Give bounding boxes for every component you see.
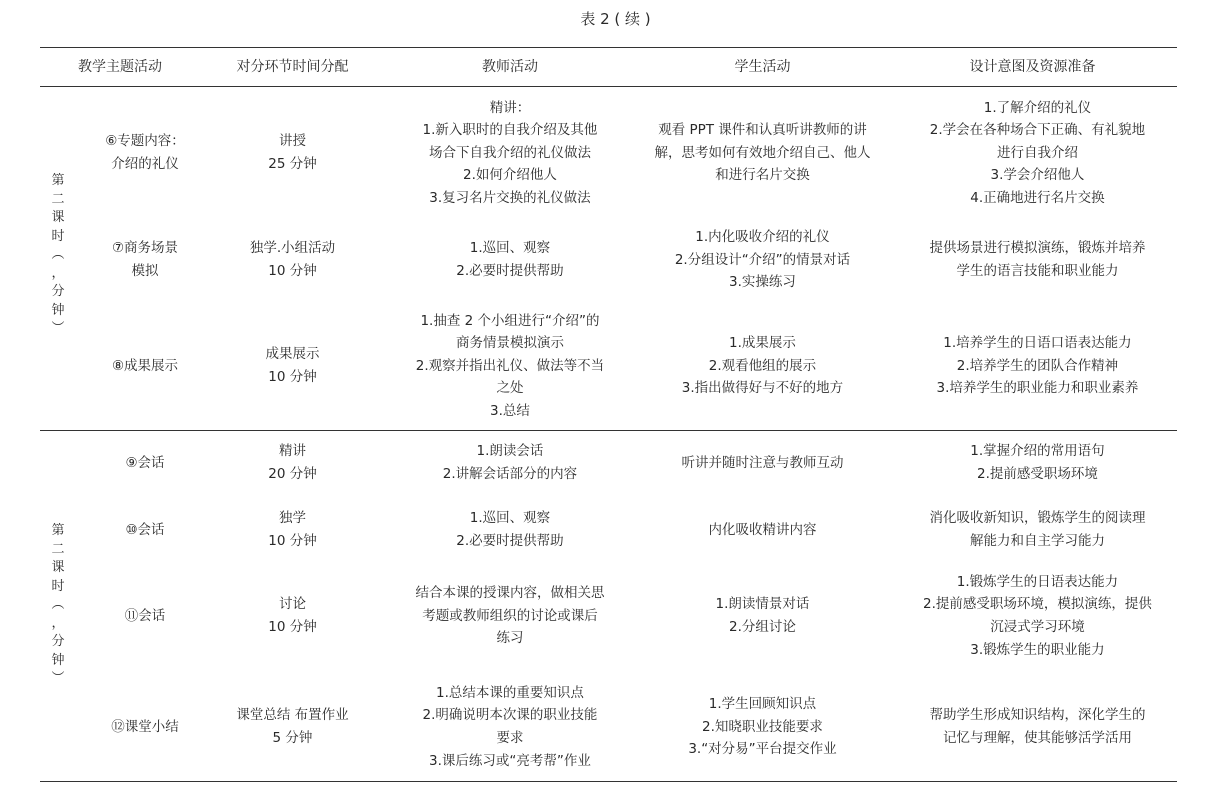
row-teacher: 1.抽查 2 个小组进行“介绍”的 商务情景模拟演示 2.观察并指出礼仪、做法等不当 之处 3.总结 [415, 312, 605, 419]
group-label-session-2a [48, 172, 68, 339]
label-char: 二 [51, 191, 65, 207]
label-char: ， [51, 265, 65, 281]
header-design: 设计意图及资源准备 [969, 58, 1096, 75]
label-char: 第 [51, 523, 65, 538]
row-topic: ⑥专题内容： 介绍的礼仪 [105, 133, 185, 172]
row-time: 精讲 20 分钟 [268, 443, 317, 482]
label-char: 时 [51, 578, 65, 594]
label-char: ︶ [51, 321, 65, 336]
label-char: 课 [51, 210, 65, 225]
label-char: 时 [51, 228, 65, 244]
row-time: 课堂总结 布置作业 5 分钟 [236, 707, 349, 746]
row-topic: ⑫课堂小结 [111, 718, 179, 735]
table-caption: 表 2 ( 续 ) [580, 10, 651, 28]
header-time: 对分环节时间分配 [236, 58, 349, 75]
table-header-rule [40, 86, 1177, 87]
row-student: 1.内化吸收介绍的礼仪 2.分组设计“介绍”的情景对话 3.实操练习 [674, 229, 851, 291]
table-bottom-rule [40, 781, 1177, 782]
header-teacher: 教师活动 [482, 58, 538, 75]
label-char: ︵ [51, 247, 65, 262]
row-topic: ⑦商务场景 模拟 [111, 240, 179, 279]
label-char: 二 [51, 541, 65, 557]
group-label-session-2b [48, 522, 68, 689]
row-topic: ⑪会话 [124, 607, 166, 624]
row-design: 提供场景进行模拟演练，锻炼并培养 学生的语言技能和职业能力 [929, 240, 1146, 279]
row-time: 成果展示 10 分钟 [265, 346, 320, 385]
row-teacher: 1.总结本课的重要知识点 2.明确说明本次课的职业技能 要求 3.课后练习或“亮考帮”作业 [422, 684, 598, 769]
label-char: ， [51, 615, 65, 631]
row-student: 内化吸收精讲内容 [708, 521, 817, 538]
header-topic: 教学主题活动 [78, 58, 162, 75]
row-design: 消化吸收新知识，锻炼学生的阅读理 解能力和自主学习能力 [929, 510, 1146, 549]
row-topic: ⑨会话 [125, 454, 165, 471]
label-char: ︶ [51, 671, 65, 686]
row-student: 听讲并随时注意与教师互动 [681, 454, 844, 471]
row-time: 讲授 25 分钟 [268, 133, 317, 172]
row-student: 1.学生回顾知识点 2.知晓职业技能要求 3.“对分易”平台提交作业 [688, 696, 837, 758]
label-char: 第 [51, 173, 65, 188]
label-char: 分 [51, 284, 65, 299]
row-topic: ⑧成果展示 [111, 357, 179, 374]
row-design: 1.掌握介绍的常用语句 2.提前感受职场环境 [970, 443, 1105, 482]
row-topic: ⑩会话 [125, 521, 165, 538]
label-char: ︵ [51, 597, 65, 612]
row-teacher: 1.巡回、观察 2.必要时提供帮助 [456, 240, 564, 279]
row-time: 独学 10 分钟 [268, 510, 317, 549]
row-student: 1.成果展示 2.观看他组的展示 3.指出做得好与不好的地方 [681, 335, 844, 397]
row-time: 独学.小组活动 10 分钟 [249, 240, 336, 279]
row-design: 1.了解介绍的礼仪 2.学会在各种场合下正确、有礼貌地 进行自我介绍 3.学会介绍他人 4.正确地进行名片交换 [929, 99, 1146, 206]
row-teacher: 1.巡回、观察 2.必要时提供帮助 [456, 510, 564, 549]
row-design: 帮助学生形成知识结构，深化学生的 记忆与理解，使其能够活学活用 [929, 707, 1146, 746]
row-time: 讨论 10 分钟 [268, 596, 317, 635]
label-char: 分 [51, 634, 65, 649]
label-char: 钟 [51, 652, 65, 668]
header-student: 学生活动 [734, 58, 791, 75]
table-group-divider [40, 430, 1177, 431]
row-student: 1.朗读情景对话 2.分组讨论 [715, 596, 810, 635]
row-teacher: 精讲： 1.新入职时的自我介绍及其他 场合下自我介绍的礼仪做法 2.如何介绍他人 3.复习名片交换的礼仪做法 [422, 99, 598, 206]
row-design: 1.锻炼学生的日语表达能力 2.提前感受职场环境，模拟演练，提供 沉浸式学习环境 3.锻炼学生的职业能力 [923, 573, 1152, 658]
row-student: 观看 PPT 课件和认真听讲教师的讲 解，思考如何有效地介绍自己、他人 和进行名片交换 [654, 122, 871, 184]
row-teacher: 1.朗读会话 2.讲解会话部分的内容 [442, 443, 578, 482]
label-char: 钟 [51, 302, 65, 318]
row-teacher: 结合本课的授课内容，做相关思 考题或教师组织的讨论或课后 练习 [415, 585, 605, 647]
row-design: 1.培养学生的日语口语表达能力 2.培养学生的团队合作精神 3.培养学生的职业能力和职业素养 [936, 335, 1139, 397]
label-char: 课 [51, 560, 65, 575]
